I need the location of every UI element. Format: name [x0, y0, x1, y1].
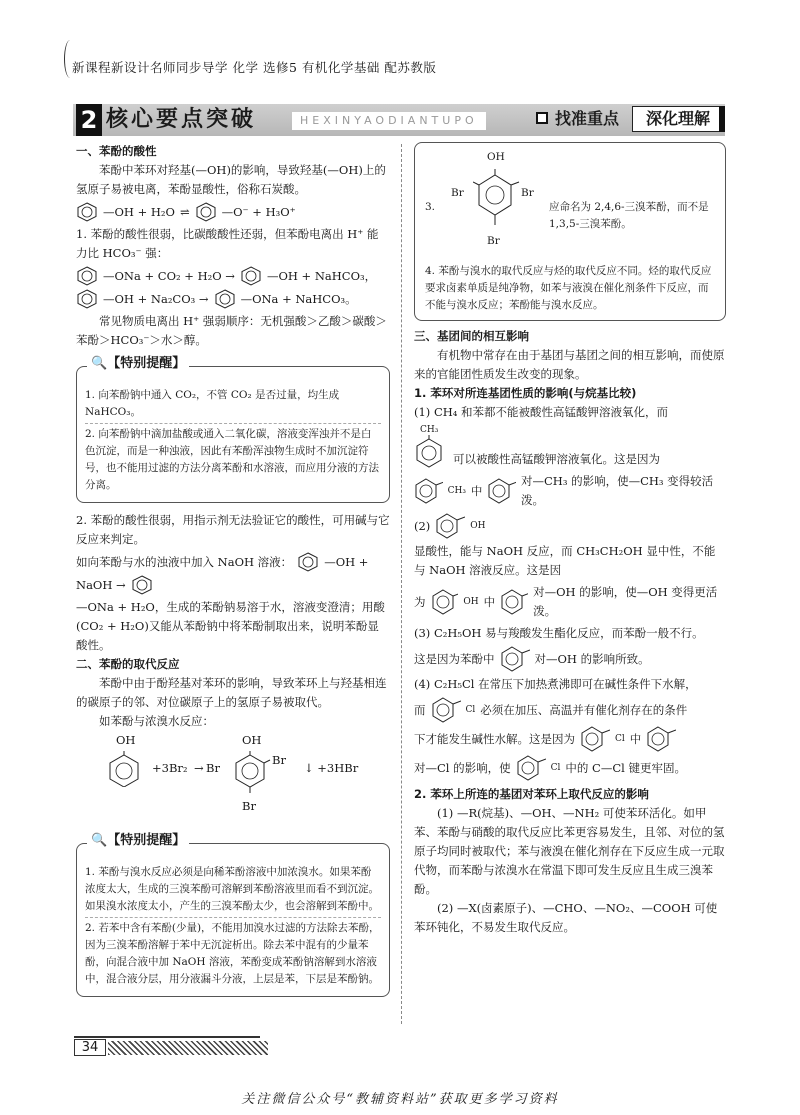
naming-note-box — [414, 142, 726, 321]
equation-text: 如向苯酚与水的浊液中加入 NaOH 溶液： — [76, 554, 293, 569]
equation-text: —ONa + CO₂ + H₂O → — [103, 268, 235, 283]
text: 对—OH 的影响，使—OH 变得更活泼。 — [533, 585, 718, 618]
cl-label: Cl — [615, 733, 625, 744]
tribromophenol-structure-icon — [473, 169, 521, 233]
paragraph: (2) —X(卤素原子)、—CHO、—NO₂、—COOH 可使苯环钝化，不易发生取代反应。 — [414, 901, 718, 934]
column-divider — [401, 144, 402, 1024]
text: 对—Cl 的影响，使 — [414, 760, 511, 775]
equation-text: —OH + NaHCO₃， — [266, 268, 377, 283]
ester-explanation — [414, 646, 726, 672]
oh-label: OH — [470, 520, 486, 531]
paragraph: 常见物质电离出 H⁺ 强弱顺序：无机强酸＞乙酸＞碳酸＞苯酚＞HCO₃⁻＞水＞醇。 — [76, 314, 387, 347]
paragraph: 显酸性，能与 NaOH 反应，而 CH₃CH₂OH 显中性，不能与 NaOH 溶液反应。这是因 — [414, 544, 716, 577]
benzene-ring-icon — [195, 202, 217, 222]
step-number: 3. — [425, 201, 436, 213]
equation-text: —OH + — [324, 554, 369, 569]
equation-na2co3 — [76, 289, 390, 309]
band-bar — [719, 106, 725, 132]
benzene-ring-icon — [214, 289, 236, 309]
br-label: Br — [521, 187, 534, 199]
text: 这是因为苯酚中 — [414, 651, 495, 666]
benzene-ring-icon — [297, 552, 319, 572]
benzene-ring-icon — [516, 755, 546, 781]
br-label: Br — [206, 761, 220, 775]
cl-label: Cl — [465, 704, 476, 715]
text: 必须在加压、高温并有催化剂存在的条件 — [480, 702, 688, 717]
tip-item: 2. 向苯酚钠中滴加盐酸或通入二氧化碳，溶液变浑浊并不是白色沉淀，而是一种浊液，因此有苯酚浑浊物生成时不加沉淀符号，也不能用过滤的方法分离苯酚和水溶液，而应用分液的方法分离。 — [85, 428, 379, 491]
reaction-arrow-icon: → — [194, 761, 204, 775]
benzene-ring-icon — [414, 478, 443, 504]
phenyl-group-icon — [487, 478, 516, 504]
benzene-ring-icon — [131, 575, 153, 595]
tip-label-text: 【特别提醒】 — [107, 356, 186, 371]
paragraph: 2. 苯酚的酸性很弱，用指示剂无法验证它的酸性，可用碱与它反应来判定。 — [76, 513, 390, 546]
paragraph: 1. 苯酚的酸性很弱，比碳酸酸性还弱，但苯酚电离出 H⁺ 能力比 HCO₃⁻ 强： — [76, 227, 379, 260]
bromination-reaction — [76, 731, 390, 827]
chlorobenzene-line-2 — [414, 726, 726, 752]
bromine-reagent: +3Br₂ — [152, 761, 188, 775]
paragraph: (4) C₂H₅Cl 在常压下加热煮沸即可在碱性条件下水解， — [414, 677, 697, 691]
equation-ionization — [76, 202, 390, 222]
br-label: Br — [451, 187, 464, 199]
br-label: Br — [487, 235, 500, 247]
phenyl-group-icon — [500, 589, 528, 615]
paragraph: 有机物中常存在由于基团与基团之间的相互影响，而使原来的官能团性质发生改变的现象。 — [414, 348, 725, 381]
ch3-label: CH₃ — [420, 425, 439, 435]
paragraph: 可以被酸性高锰酸钾溶液氧化。这是因为 — [453, 452, 660, 466]
benzene-ring-icon — [435, 513, 465, 539]
text: 中 — [483, 594, 496, 609]
tip-box-1 — [76, 356, 390, 503]
tip-label — [87, 355, 189, 372]
toluene-structure-icon — [414, 435, 444, 469]
oh-label: OH — [487, 151, 505, 163]
benzene-ring-icon — [580, 726, 610, 752]
benzene-ring-icon — [431, 697, 461, 723]
section-pinyin: HEXINYAODIANTUPO — [292, 112, 486, 130]
magnifier-icon: 🔍 — [91, 356, 108, 371]
toluene-figure — [414, 425, 448, 469]
paragraph: (1) CH₄ 和苯都不能被酸性高锰酸钾溶液氧化，而 — [414, 405, 669, 419]
subheading-ring-effect: 1. 苯环对所连基团性质的影响(与烷基比较) — [414, 386, 637, 400]
phenol-structure-icon — [106, 751, 142, 787]
oh-label: OH — [242, 733, 262, 747]
section-title: 核心要点突破 — [106, 107, 257, 132]
equation-co2 — [76, 266, 390, 286]
tip-item: 1. 苯酚与溴水反应必须是向稀苯酚溶液中加浓溴水。如果苯酚浓度太大，生成的三溴苯酚可溶解到苯酚溶液里而看不到沉淀。如果溴水浓度太小，产生的三溴苯酚太少，也会溶解到苯酚中。 — [85, 862, 381, 918]
ch3-label: CH₃ — [447, 485, 466, 496]
equation-naoh — [76, 552, 390, 572]
toluene-line — [414, 425, 726, 469]
band-tag-focus: 找准重点 — [555, 109, 620, 128]
benzene-ring-icon — [76, 202, 98, 222]
heading-mutual-influence: 三、基团间的相互影响 — [414, 329, 529, 343]
br-label: Br — [242, 799, 256, 813]
phenyl-group-icon — [500, 646, 530, 672]
page-number: 34 — [74, 1039, 106, 1056]
chlorobenzene-line-3 — [414, 755, 726, 781]
paragraph: 苯酚中由于酚羟基对苯环的影响，导致苯环上与羟基相连的碳原子的邻、对位碳原子上的氢原子易被取代。 — [76, 676, 387, 709]
paragraph: (3) C₂H₅OH 易与羧酸发生酯化反应，而苯酚一般不行。 — [414, 626, 704, 640]
paragraph: —ONa + H₂O，生成的苯酚钠易溶于水，溶液变澄清；用酸(CO₂ + H₂O)又能从苯酚钠中将苯酚制取出来，说明苯酚显酸性。 — [76, 600, 385, 652]
heading-phenol-acidity: 一、苯酚的酸性 — [76, 144, 157, 158]
text: 对—CH₃ 的影响，使—CH₃ 变得较活泼。 — [521, 474, 714, 507]
section-number: 2 — [76, 104, 102, 136]
equation-text: —ONa + NaHCO₃。 — [240, 291, 357, 306]
tribromophenol-structure-icon — [232, 751, 272, 795]
phenol-oh-explanation — [414, 583, 726, 621]
tip-box-2 — [76, 833, 390, 997]
text: 而 — [414, 702, 426, 717]
text: 中 — [470, 483, 483, 498]
text: 下才能发生碱性水解。这是因为 — [414, 731, 575, 746]
text: 对—OH 的影响所致。 — [534, 651, 650, 666]
band-tag-deepen: 深化理解 — [632, 106, 724, 132]
footer-pattern — [108, 1041, 268, 1055]
text: (2) — [414, 518, 431, 533]
tribromophenol-figure — [425, 149, 715, 257]
paragraph: 如苯酚与浓溴水反应： — [99, 714, 214, 728]
hbr-product: ↓ +3HBr — [304, 761, 359, 775]
tip-label-text: 【特别提醒】 — [107, 833, 186, 848]
equilibrium-arrow-icon: ⇌ — [179, 204, 190, 219]
phenyl-group-icon — [646, 726, 676, 752]
footer-rule — [74, 1036, 260, 1038]
subheading-substitution-effect: 2. 苯环上所连的基团对苯环上取代反应的影响 — [414, 787, 649, 801]
equation-naoh-2 — [76, 575, 390, 595]
toluene-explanation — [414, 472, 726, 510]
text: 为 — [414, 594, 426, 609]
equation-text: —O⁻ + H₃O⁺ — [221, 204, 296, 219]
text: 中的 C—Cl 键更牢固。 — [565, 760, 686, 775]
text: 中 — [629, 731, 642, 746]
tip-label — [87, 832, 189, 849]
naming-text: 应命名为 2,4,6-三溴苯酚，而不是 1,3,5-三溴苯酚。 — [549, 201, 709, 230]
benzene-ring-icon — [240, 266, 262, 286]
heading-substitution: 二、苯酚的取代反应 — [76, 657, 180, 671]
paragraph: 苯酚中苯环对羟基(—OH)的影响，导致羟基(—OH)上的氢原子易被电离，苯酚显酸性，俗称石炭酸。 — [76, 163, 386, 196]
note-paragraph: 4. 苯酚与溴水的取代反应与烃的取代反应不同。烃的取代反应要求卤素单质是纯净物，如苯与液溴在催化剂条件下反应，而不能与溴水反应；苯酚能与溴水反应。 — [425, 265, 712, 311]
band-square-icon — [536, 112, 548, 124]
right-column — [414, 142, 726, 937]
tip-item: 2. 若苯中含有苯酚(少量)，不能用加溴水过滤的方法除去苯酚，因为三溴苯酚溶解于苯中无沉淀析出。除去苯中混有的少量苯酚，向混合液中加 NaOH 溶液，苯酚变成苯酚钠溶解到水溶液中，混合液分层，用分液漏斗分液，上层是苯，下层是苯酚钠。 — [85, 922, 380, 985]
br-label: Br — [272, 753, 286, 767]
tip-item: 1. 向苯酚钠中通入 CO₂，不管 CO₂ 是否过量，均生成 NaHCO₃。 — [85, 385, 381, 424]
magnifier-icon: 🔍 — [91, 833, 108, 848]
phenol-acidity-line — [414, 513, 726, 539]
equation-text: NaOH → — [76, 577, 126, 592]
left-column — [76, 142, 390, 1005]
benzene-ring-icon — [431, 589, 459, 615]
cl-label: Cl — [550, 762, 561, 773]
benzene-ring-icon — [76, 266, 98, 286]
equation-text: —OH + Na₂CO₃ → — [103, 291, 209, 306]
paragraph: (1) —R(烷基)、—OH、—NH₂ 可使苯环活化。如甲苯、苯酚与硝酸的取代反应比苯更容易发生，且邻、对位的氢原子均同时被取代；苯与液溴在催化剂存在下反应生成一元取代物，而苯酚与浓溴水在常温下即可发生反应且生成三溴苯酚。 — [414, 806, 725, 896]
equation-text: —OH + H₂O — [103, 204, 175, 219]
footer-note: 关注微信公众号“教辅资料站”获取更多学习资料 — [241, 1092, 559, 1107]
oh-label: OH — [463, 596, 479, 607]
chlorobenzene-line — [414, 697, 726, 723]
running-header: 新课程新设计名师同步导学 化学 选修5 有机化学基础 配苏教版 — [72, 60, 437, 75]
oh-label: OH — [116, 733, 136, 747]
benzene-ring-icon — [76, 289, 98, 309]
